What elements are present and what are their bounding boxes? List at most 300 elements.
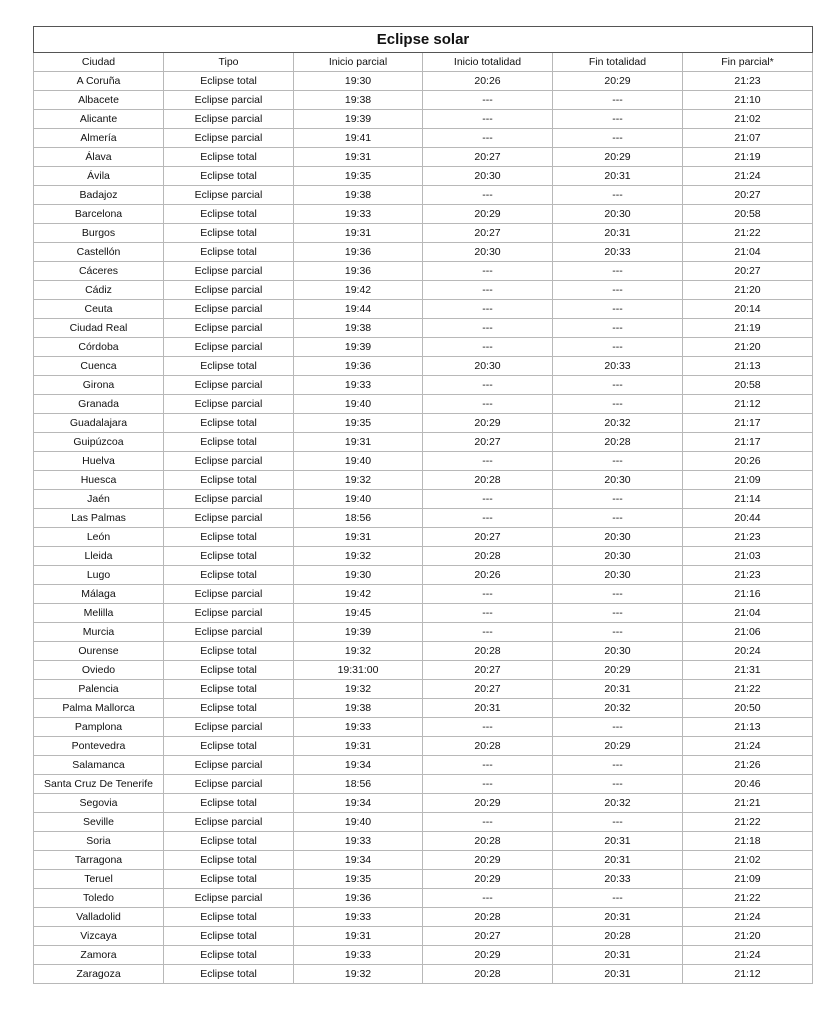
cell-fin-totalidad: 20:30: [553, 528, 683, 547]
cell-fin-parcial: 21:09: [683, 870, 813, 889]
cell-fin-totalidad: ---: [553, 585, 683, 604]
cell-fin-parcial: 20:24: [683, 642, 813, 661]
cell-tipo: Eclipse total: [164, 699, 294, 718]
cell-fin-parcial: 21:17: [683, 414, 813, 433]
cell-tipo: Eclipse total: [164, 224, 294, 243]
cell-tipo: Eclipse parcial: [164, 110, 294, 129]
table-row: [34, 167, 813, 186]
cell-inicio-parcial: 19:32: [294, 471, 423, 490]
cell-fin-totalidad: ---: [553, 775, 683, 794]
cell-fin-parcial: 20:46: [683, 775, 813, 794]
cell-fin-totalidad: ---: [553, 262, 683, 281]
cell-tipo: Eclipse parcial: [164, 338, 294, 357]
cell-fin-parcial: 21:21: [683, 794, 813, 813]
cell-fin-totalidad: 20:33: [553, 243, 683, 262]
cell-fin-totalidad: 20:31: [553, 908, 683, 927]
cell-inicio-parcial: 19:34: [294, 756, 423, 775]
cell-inicio-parcial: 19:35: [294, 167, 423, 186]
table-row: [34, 300, 813, 319]
cell-inicio-parcial: 19:44: [294, 300, 423, 319]
cell-ciudad: Ourense: [34, 642, 164, 661]
cell-inicio-parcial: 19:31: [294, 148, 423, 167]
cell-inicio-parcial: 19:35: [294, 414, 423, 433]
cell-tipo: Eclipse parcial: [164, 509, 294, 528]
cell-inicio-parcial: 19:31: [294, 224, 423, 243]
table-row: [34, 414, 813, 433]
cell-inicio-parcial: 19:45: [294, 604, 423, 623]
cell-inicio-totalidad: 20:28: [423, 471, 553, 490]
cell-tipo: Eclipse total: [164, 946, 294, 965]
cell-inicio-totalidad: 20:30: [423, 357, 553, 376]
cell-inicio-parcial: 19:32: [294, 642, 423, 661]
table-row: [34, 623, 813, 642]
cell-fin-totalidad: 20:28: [553, 433, 683, 452]
cell-fin-parcial: 21:20: [683, 927, 813, 946]
cell-tipo: Eclipse parcial: [164, 129, 294, 148]
header-ciudad: Ciudad: [34, 53, 164, 72]
cell-inicio-parcial: 19:38: [294, 319, 423, 338]
table-row: [34, 528, 813, 547]
cell-tipo: Eclipse total: [164, 661, 294, 680]
table-row: [34, 794, 813, 813]
cell-fin-parcial: 21:20: [683, 281, 813, 300]
cell-ciudad: Castellón: [34, 243, 164, 262]
cell-inicio-parcial: 19:39: [294, 623, 423, 642]
header-inicio-totalidad: Inicio totalidad: [423, 53, 553, 72]
cell-inicio-totalidad: ---: [423, 718, 553, 737]
cell-tipo: Eclipse parcial: [164, 376, 294, 395]
cell-tipo: Eclipse total: [164, 357, 294, 376]
eclipse-table-sheet: [33, 26, 812, 984]
cell-inicio-parcial: 19:33: [294, 946, 423, 965]
cell-inicio-totalidad: 20:27: [423, 680, 553, 699]
cell-fin-parcial: 21:13: [683, 718, 813, 737]
cell-tipo: Eclipse parcial: [164, 300, 294, 319]
cell-fin-totalidad: 20:31: [553, 167, 683, 186]
table-row: [34, 661, 813, 680]
cell-inicio-parcial: 19:33: [294, 718, 423, 737]
cell-tipo: Eclipse total: [164, 167, 294, 186]
cell-inicio-parcial: 19:31: [294, 737, 423, 756]
title-row: [34, 27, 813, 53]
table-row: [34, 471, 813, 490]
cell-fin-totalidad: ---: [553, 756, 683, 775]
cell-fin-totalidad: 20:31: [553, 946, 683, 965]
header-tipo: Tipo: [164, 53, 294, 72]
table-row: [34, 547, 813, 566]
cell-tipo: Eclipse parcial: [164, 585, 294, 604]
table-row: [34, 129, 813, 148]
cell-inicio-parcial: 18:56: [294, 509, 423, 528]
cell-ciudad: Guadalajara: [34, 414, 164, 433]
cell-inicio-totalidad: ---: [423, 186, 553, 205]
cell-inicio-totalidad: ---: [423, 604, 553, 623]
table-row: [34, 680, 813, 699]
cell-fin-parcial: 20:58: [683, 376, 813, 395]
cell-inicio-totalidad: 20:27: [423, 661, 553, 680]
cell-fin-parcial: 20:50: [683, 699, 813, 718]
table-row: [34, 395, 813, 414]
cell-inicio-totalidad: 20:28: [423, 965, 553, 984]
cell-fin-parcial: 21:06: [683, 623, 813, 642]
cell-inicio-totalidad: 20:28: [423, 547, 553, 566]
cell-inicio-totalidad: 20:27: [423, 148, 553, 167]
cell-inicio-parcial: 19:35: [294, 870, 423, 889]
cell-fin-parcial: 20:44: [683, 509, 813, 528]
cell-inicio-totalidad: ---: [423, 775, 553, 794]
cell-inicio-totalidad: 20:29: [423, 870, 553, 889]
cell-tipo: Eclipse total: [164, 205, 294, 224]
cell-fin-totalidad: 20:29: [553, 148, 683, 167]
cell-tipo: Eclipse parcial: [164, 262, 294, 281]
cell-fin-parcial: 21:12: [683, 395, 813, 414]
cell-tipo: Eclipse total: [164, 566, 294, 585]
cell-fin-parcial: 21:24: [683, 946, 813, 965]
eclipse-table: [33, 26, 813, 984]
cell-ciudad: Murcia: [34, 623, 164, 642]
cell-ciudad: León: [34, 528, 164, 547]
cell-ciudad: Guipúzcoa: [34, 433, 164, 452]
cell-tipo: Eclipse total: [164, 528, 294, 547]
cell-fin-totalidad: 20:30: [553, 471, 683, 490]
cell-tipo: Eclipse parcial: [164, 604, 294, 623]
table-row: [34, 965, 813, 984]
cell-inicio-parcial: 18:56: [294, 775, 423, 794]
table-row: [34, 91, 813, 110]
cell-inicio-totalidad: ---: [423, 490, 553, 509]
table-row: [34, 585, 813, 604]
cell-fin-parcial: 21:04: [683, 243, 813, 262]
cell-inicio-totalidad: 20:29: [423, 414, 553, 433]
cell-tipo: Eclipse total: [164, 680, 294, 699]
cell-tipo: Eclipse parcial: [164, 186, 294, 205]
cell-fin-parcial: 21:02: [683, 851, 813, 870]
header-fin-parcial: Fin parcial*: [683, 53, 813, 72]
cell-fin-parcial: 21:17: [683, 433, 813, 452]
cell-inicio-totalidad: 20:30: [423, 243, 553, 262]
cell-ciudad: Teruel: [34, 870, 164, 889]
cell-inicio-totalidad: 20:28: [423, 908, 553, 927]
table-row: [34, 433, 813, 452]
cell-tipo: Eclipse parcial: [164, 756, 294, 775]
header-row: [34, 53, 813, 72]
cell-tipo: Eclipse total: [164, 908, 294, 927]
cell-tipo: Eclipse total: [164, 642, 294, 661]
cell-ciudad: Cádiz: [34, 281, 164, 300]
cell-inicio-totalidad: ---: [423, 585, 553, 604]
cell-fin-parcial: 21:02: [683, 110, 813, 129]
cell-inicio-parcial: 19:32: [294, 965, 423, 984]
cell-inicio-parcial: 19:42: [294, 281, 423, 300]
cell-inicio-totalidad: 20:30: [423, 167, 553, 186]
table-row: [34, 110, 813, 129]
cell-tipo: Eclipse total: [164, 243, 294, 262]
cell-tipo: Eclipse parcial: [164, 319, 294, 338]
table-row: [34, 813, 813, 832]
cell-inicio-totalidad: ---: [423, 376, 553, 395]
cell-ciudad: Valladolid: [34, 908, 164, 927]
cell-inicio-parcial: 19:36: [294, 889, 423, 908]
table-row: [34, 376, 813, 395]
cell-inicio-totalidad: ---: [423, 110, 553, 129]
cell-ciudad: Pontevedra: [34, 737, 164, 756]
cell-inicio-totalidad: ---: [423, 509, 553, 528]
table-row: [34, 224, 813, 243]
cell-inicio-totalidad: 20:29: [423, 794, 553, 813]
cell-fin-parcial: 21:22: [683, 813, 813, 832]
cell-inicio-parcial: 19:40: [294, 452, 423, 471]
table-row: [34, 908, 813, 927]
cell-inicio-parcial: 19:31: [294, 433, 423, 452]
cell-fin-totalidad: 20:31: [553, 224, 683, 243]
cell-fin-parcial: 21:03: [683, 547, 813, 566]
cell-tipo: Eclipse total: [164, 433, 294, 452]
cell-fin-parcial: 21:18: [683, 832, 813, 851]
cell-fin-parcial: 21:22: [683, 889, 813, 908]
table-title: Eclipse solar: [34, 27, 813, 53]
cell-inicio-totalidad: 20:26: [423, 566, 553, 585]
cell-ciudad: Málaga: [34, 585, 164, 604]
cell-ciudad: Ceuta: [34, 300, 164, 319]
cell-tipo: Eclipse parcial: [164, 718, 294, 737]
cell-inicio-parcial: 19:32: [294, 680, 423, 699]
cell-ciudad: Vizcaya: [34, 927, 164, 946]
cell-inicio-totalidad: 20:27: [423, 224, 553, 243]
cell-ciudad: Seville: [34, 813, 164, 832]
cell-fin-totalidad: 20:31: [553, 851, 683, 870]
cell-ciudad: Las Palmas: [34, 509, 164, 528]
cell-inicio-parcial: 19:30: [294, 566, 423, 585]
cell-tipo: Eclipse total: [164, 870, 294, 889]
table-row: [34, 604, 813, 623]
cell-ciudad: Lleida: [34, 547, 164, 566]
cell-inicio-totalidad: ---: [423, 813, 553, 832]
cell-ciudad: Almería: [34, 129, 164, 148]
cell-fin-totalidad: ---: [553, 91, 683, 110]
cell-inicio-totalidad: ---: [423, 756, 553, 775]
cell-ciudad: Jaén: [34, 490, 164, 509]
cell-fin-totalidad: ---: [553, 338, 683, 357]
cell-inicio-totalidad: 20:28: [423, 642, 553, 661]
cell-fin-totalidad: 20:31: [553, 965, 683, 984]
cell-tipo: Eclipse parcial: [164, 775, 294, 794]
cell-fin-totalidad: 20:29: [553, 661, 683, 680]
cell-tipo: Eclipse total: [164, 414, 294, 433]
table-row: [34, 775, 813, 794]
header-fin-totalidad: Fin totalidad: [553, 53, 683, 72]
cell-fin-totalidad: 20:32: [553, 699, 683, 718]
table-row: [34, 490, 813, 509]
cell-inicio-parcial: 19:38: [294, 699, 423, 718]
cell-inicio-totalidad: 20:28: [423, 832, 553, 851]
cell-inicio-totalidad: 20:29: [423, 851, 553, 870]
cell-fin-totalidad: 20:32: [553, 414, 683, 433]
table-row: [34, 737, 813, 756]
cell-fin-parcial: 21:20: [683, 338, 813, 357]
cell-tipo: Eclipse total: [164, 72, 294, 91]
cell-fin-totalidad: 20:33: [553, 870, 683, 889]
cell-tipo: Eclipse total: [164, 832, 294, 851]
table-row: [34, 870, 813, 889]
cell-ciudad: Salamanca: [34, 756, 164, 775]
cell-ciudad: Ávila: [34, 167, 164, 186]
cell-inicio-parcial: 19:39: [294, 338, 423, 357]
cell-ciudad: Oviedo: [34, 661, 164, 680]
cell-ciudad: A Coruña: [34, 72, 164, 91]
cell-tipo: Eclipse parcial: [164, 490, 294, 509]
cell-fin-totalidad: 20:28: [553, 927, 683, 946]
cell-ciudad: Huesca: [34, 471, 164, 490]
cell-inicio-totalidad: 20:28: [423, 737, 553, 756]
cell-inicio-totalidad: 20:29: [423, 205, 553, 224]
cell-inicio-parcial: 19:36: [294, 243, 423, 262]
table-row: [34, 452, 813, 471]
cell-inicio-parcial: 19:40: [294, 490, 423, 509]
table-row: [34, 832, 813, 851]
cell-fin-parcial: 21:04: [683, 604, 813, 623]
table-row: [34, 281, 813, 300]
table-row: [34, 946, 813, 965]
cell-fin-totalidad: 20:29: [553, 737, 683, 756]
cell-ciudad: Cuenca: [34, 357, 164, 376]
table-row: [34, 927, 813, 946]
cell-inicio-totalidad: ---: [423, 452, 553, 471]
cell-tipo: Eclipse total: [164, 148, 294, 167]
cell-ciudad: Álava: [34, 148, 164, 167]
cell-fin-totalidad: ---: [553, 129, 683, 148]
cell-inicio-totalidad: ---: [423, 623, 553, 642]
cell-ciudad: Segovia: [34, 794, 164, 813]
cell-ciudad: Zaragoza: [34, 965, 164, 984]
cell-fin-totalidad: 20:32: [553, 794, 683, 813]
cell-ciudad: Ciudad Real: [34, 319, 164, 338]
cell-fin-parcial: 21:24: [683, 908, 813, 927]
table-row: [34, 718, 813, 737]
cell-fin-parcial: 21:19: [683, 148, 813, 167]
cell-tipo: Eclipse parcial: [164, 623, 294, 642]
cell-ciudad: Lugo: [34, 566, 164, 585]
table-row: [34, 699, 813, 718]
cell-inicio-parcial: 19:36: [294, 357, 423, 376]
cell-fin-parcial: 21:07: [683, 129, 813, 148]
cell-inicio-parcial: 19:33: [294, 832, 423, 851]
cell-ciudad: Soria: [34, 832, 164, 851]
cell-ciudad: Palma Mallorca: [34, 699, 164, 718]
cell-ciudad: Toledo: [34, 889, 164, 908]
cell-fin-totalidad: 20:30: [553, 566, 683, 585]
cell-ciudad: Zamora: [34, 946, 164, 965]
cell-fin-totalidad: 20:31: [553, 832, 683, 851]
table-row: [34, 509, 813, 528]
cell-inicio-parcial: 19:41: [294, 129, 423, 148]
table-row: [34, 262, 813, 281]
cell-inicio-totalidad: ---: [423, 281, 553, 300]
cell-fin-totalidad: 20:30: [553, 642, 683, 661]
cell-inicio-parcial: 19:32: [294, 547, 423, 566]
cell-fin-parcial: 21:16: [683, 585, 813, 604]
cell-fin-parcial: 21:14: [683, 490, 813, 509]
cell-fin-parcial: 20:14: [683, 300, 813, 319]
cell-ciudad: Granada: [34, 395, 164, 414]
cell-inicio-parcial: 19:38: [294, 91, 423, 110]
cell-inicio-totalidad: 20:27: [423, 433, 553, 452]
cell-inicio-parcial: 19:31: [294, 528, 423, 547]
cell-fin-parcial: 21:22: [683, 224, 813, 243]
cell-fin-totalidad: ---: [553, 490, 683, 509]
cell-fin-totalidad: ---: [553, 300, 683, 319]
cell-inicio-parcial: 19:40: [294, 813, 423, 832]
table-row: [34, 357, 813, 376]
cell-inicio-parcial: 19:31: [294, 927, 423, 946]
cell-fin-parcial: 21:23: [683, 528, 813, 547]
table-row: [34, 642, 813, 661]
table-row: [34, 72, 813, 91]
cell-tipo: Eclipse parcial: [164, 889, 294, 908]
cell-tipo: Eclipse parcial: [164, 452, 294, 471]
cell-tipo: Eclipse total: [164, 547, 294, 566]
cell-inicio-parcial: 19:34: [294, 851, 423, 870]
table-row: [34, 243, 813, 262]
cell-tipo: Eclipse parcial: [164, 91, 294, 110]
cell-inicio-parcial: 19:36: [294, 262, 423, 281]
cell-ciudad: Palencia: [34, 680, 164, 699]
cell-fin-totalidad: 20:30: [553, 205, 683, 224]
table-row: [34, 338, 813, 357]
cell-fin-totalidad: ---: [553, 813, 683, 832]
cell-ciudad: Badajoz: [34, 186, 164, 205]
cell-fin-parcial: 20:26: [683, 452, 813, 471]
cell-inicio-totalidad: 20:31: [423, 699, 553, 718]
cell-tipo: Eclipse total: [164, 794, 294, 813]
cell-fin-totalidad: 20:33: [553, 357, 683, 376]
table-row: [34, 851, 813, 870]
cell-inicio-parcial: 19:33: [294, 205, 423, 224]
cell-fin-totalidad: ---: [553, 110, 683, 129]
cell-ciudad: Girona: [34, 376, 164, 395]
cell-ciudad: Alicante: [34, 110, 164, 129]
cell-inicio-totalidad: ---: [423, 338, 553, 357]
cell-fin-totalidad: ---: [553, 889, 683, 908]
cell-fin-totalidad: ---: [553, 376, 683, 395]
cell-ciudad: Córdoba: [34, 338, 164, 357]
cell-fin-parcial: 21:24: [683, 737, 813, 756]
table-row: [34, 205, 813, 224]
cell-inicio-parcial: 19:31:00: [294, 661, 423, 680]
cell-tipo: Eclipse total: [164, 851, 294, 870]
cell-fin-parcial: 21:13: [683, 357, 813, 376]
cell-inicio-totalidad: ---: [423, 129, 553, 148]
cell-tipo: Eclipse total: [164, 927, 294, 946]
cell-ciudad: Cáceres: [34, 262, 164, 281]
cell-inicio-parcial: 19:30: [294, 72, 423, 91]
cell-fin-parcial: 21:31: [683, 661, 813, 680]
cell-fin-totalidad: ---: [553, 395, 683, 414]
cell-fin-parcial: 21:10: [683, 91, 813, 110]
cell-fin-totalidad: 20:30: [553, 547, 683, 566]
cell-fin-parcial: 21:22: [683, 680, 813, 699]
cell-inicio-totalidad: ---: [423, 300, 553, 319]
cell-fin-totalidad: ---: [553, 509, 683, 528]
cell-inicio-totalidad: ---: [423, 262, 553, 281]
table-row: [34, 756, 813, 775]
cell-fin-totalidad: ---: [553, 319, 683, 338]
cell-ciudad: Huelva: [34, 452, 164, 471]
cell-inicio-parcial: 19:38: [294, 186, 423, 205]
cell-fin-totalidad: ---: [553, 604, 683, 623]
cell-fin-parcial: 20:27: [683, 262, 813, 281]
table-row: [34, 319, 813, 338]
cell-inicio-totalidad: ---: [423, 91, 553, 110]
